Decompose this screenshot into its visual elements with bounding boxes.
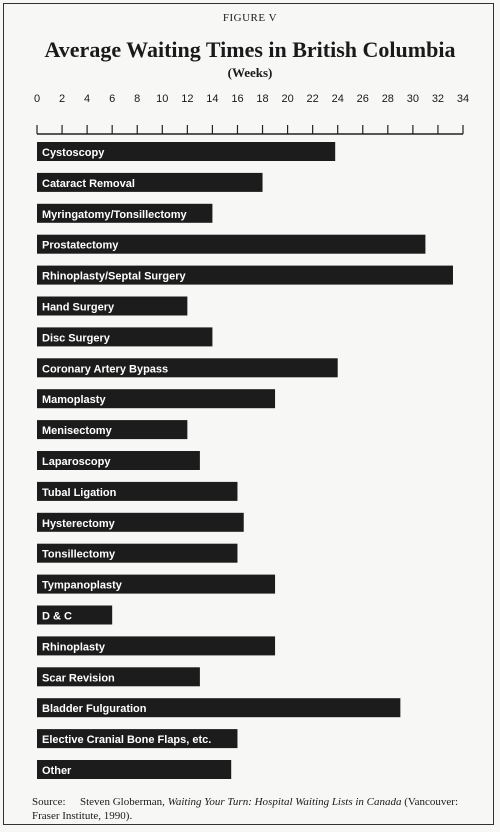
x-tick-label: 18: [256, 93, 269, 105]
bar-label: Hysterectomy: [42, 517, 115, 530]
x-tick-label: 0: [33, 93, 41, 105]
bar-label: Other: [42, 765, 72, 777]
bar-label: Rhinoplasty/Septal Surgery: [42, 270, 186, 283]
x-tick-label: 34: [456, 93, 470, 105]
x-tick-label: 20: [281, 93, 294, 105]
figure-label: FIGURE V: [222, 12, 278, 24]
bar-label: Cataract Removal: [42, 177, 135, 190]
bar-label: Tonsillectomy: [42, 548, 116, 561]
bar-label: Prostatectomy: [42, 239, 119, 252]
bar-label: Bladder Fulguration: [42, 703, 147, 716]
x-tick-label: 24: [331, 93, 344, 105]
bar-label: Elective Cranial Bone Flaps, etc.: [42, 734, 212, 747]
bar-label: Rhinoplasty: [42, 641, 105, 654]
x-tick-label: 2: [58, 93, 66, 105]
x-axis: [34, 93, 469, 134]
x-tick-label: 32: [431, 93, 445, 105]
x-tick-label: 8: [134, 93, 141, 105]
bar-label: Tympanoplasty: [42, 579, 122, 592]
x-tick-label: 16: [231, 93, 244, 105]
x-tick-label: 30: [406, 93, 420, 105]
source-note: [32, 795, 487, 823]
bar-label: Menisectomy: [42, 425, 112, 438]
bars: [37, 142, 453, 779]
x-tick-label: 12: [181, 93, 194, 105]
source-key: Source:: [32, 796, 66, 808]
bar-label: Mamoplasty: [42, 394, 106, 407]
bar-label: Disc Surgery: [42, 332, 110, 345]
x-tick-label: 26: [356, 93, 369, 105]
bar-label: Coronary Artery Bypass: [42, 363, 169, 376]
x-tick-label: 4: [84, 93, 91, 105]
bar-label: Tubal Ligation: [42, 486, 117, 499]
source-work: Waiting Your Turn: Hospital Waiting Lists in Canada: [167, 796, 402, 808]
bar-label: D & C: [42, 610, 72, 623]
x-tick-label: 28: [381, 93, 394, 105]
x-tick-label: 6: [109, 93, 116, 105]
source-publisher: (Vancouver: Fraser Institute, 1990).: [32, 796, 459, 822]
chart-subtitle: (Weeks): [227, 65, 273, 80]
x-tick-label: 22: [306, 93, 319, 105]
bar-label: Scar Revision: [42, 672, 115, 685]
x-tick-label: 14: [206, 93, 219, 105]
source-author: Steven Globerman,: [80, 796, 168, 808]
x-tick-label: 10: [156, 93, 169, 105]
bar-label: Laparoscopy: [42, 456, 111, 468]
chart-title: Average Waiting Times in British Columbia: [44, 37, 456, 62]
bar-label: Myringatomy/Tonsillectomy: [42, 208, 187, 221]
bar-label: Cystoscopy: [42, 147, 105, 159]
bar-label: Hand Surgery: [42, 301, 115, 314]
